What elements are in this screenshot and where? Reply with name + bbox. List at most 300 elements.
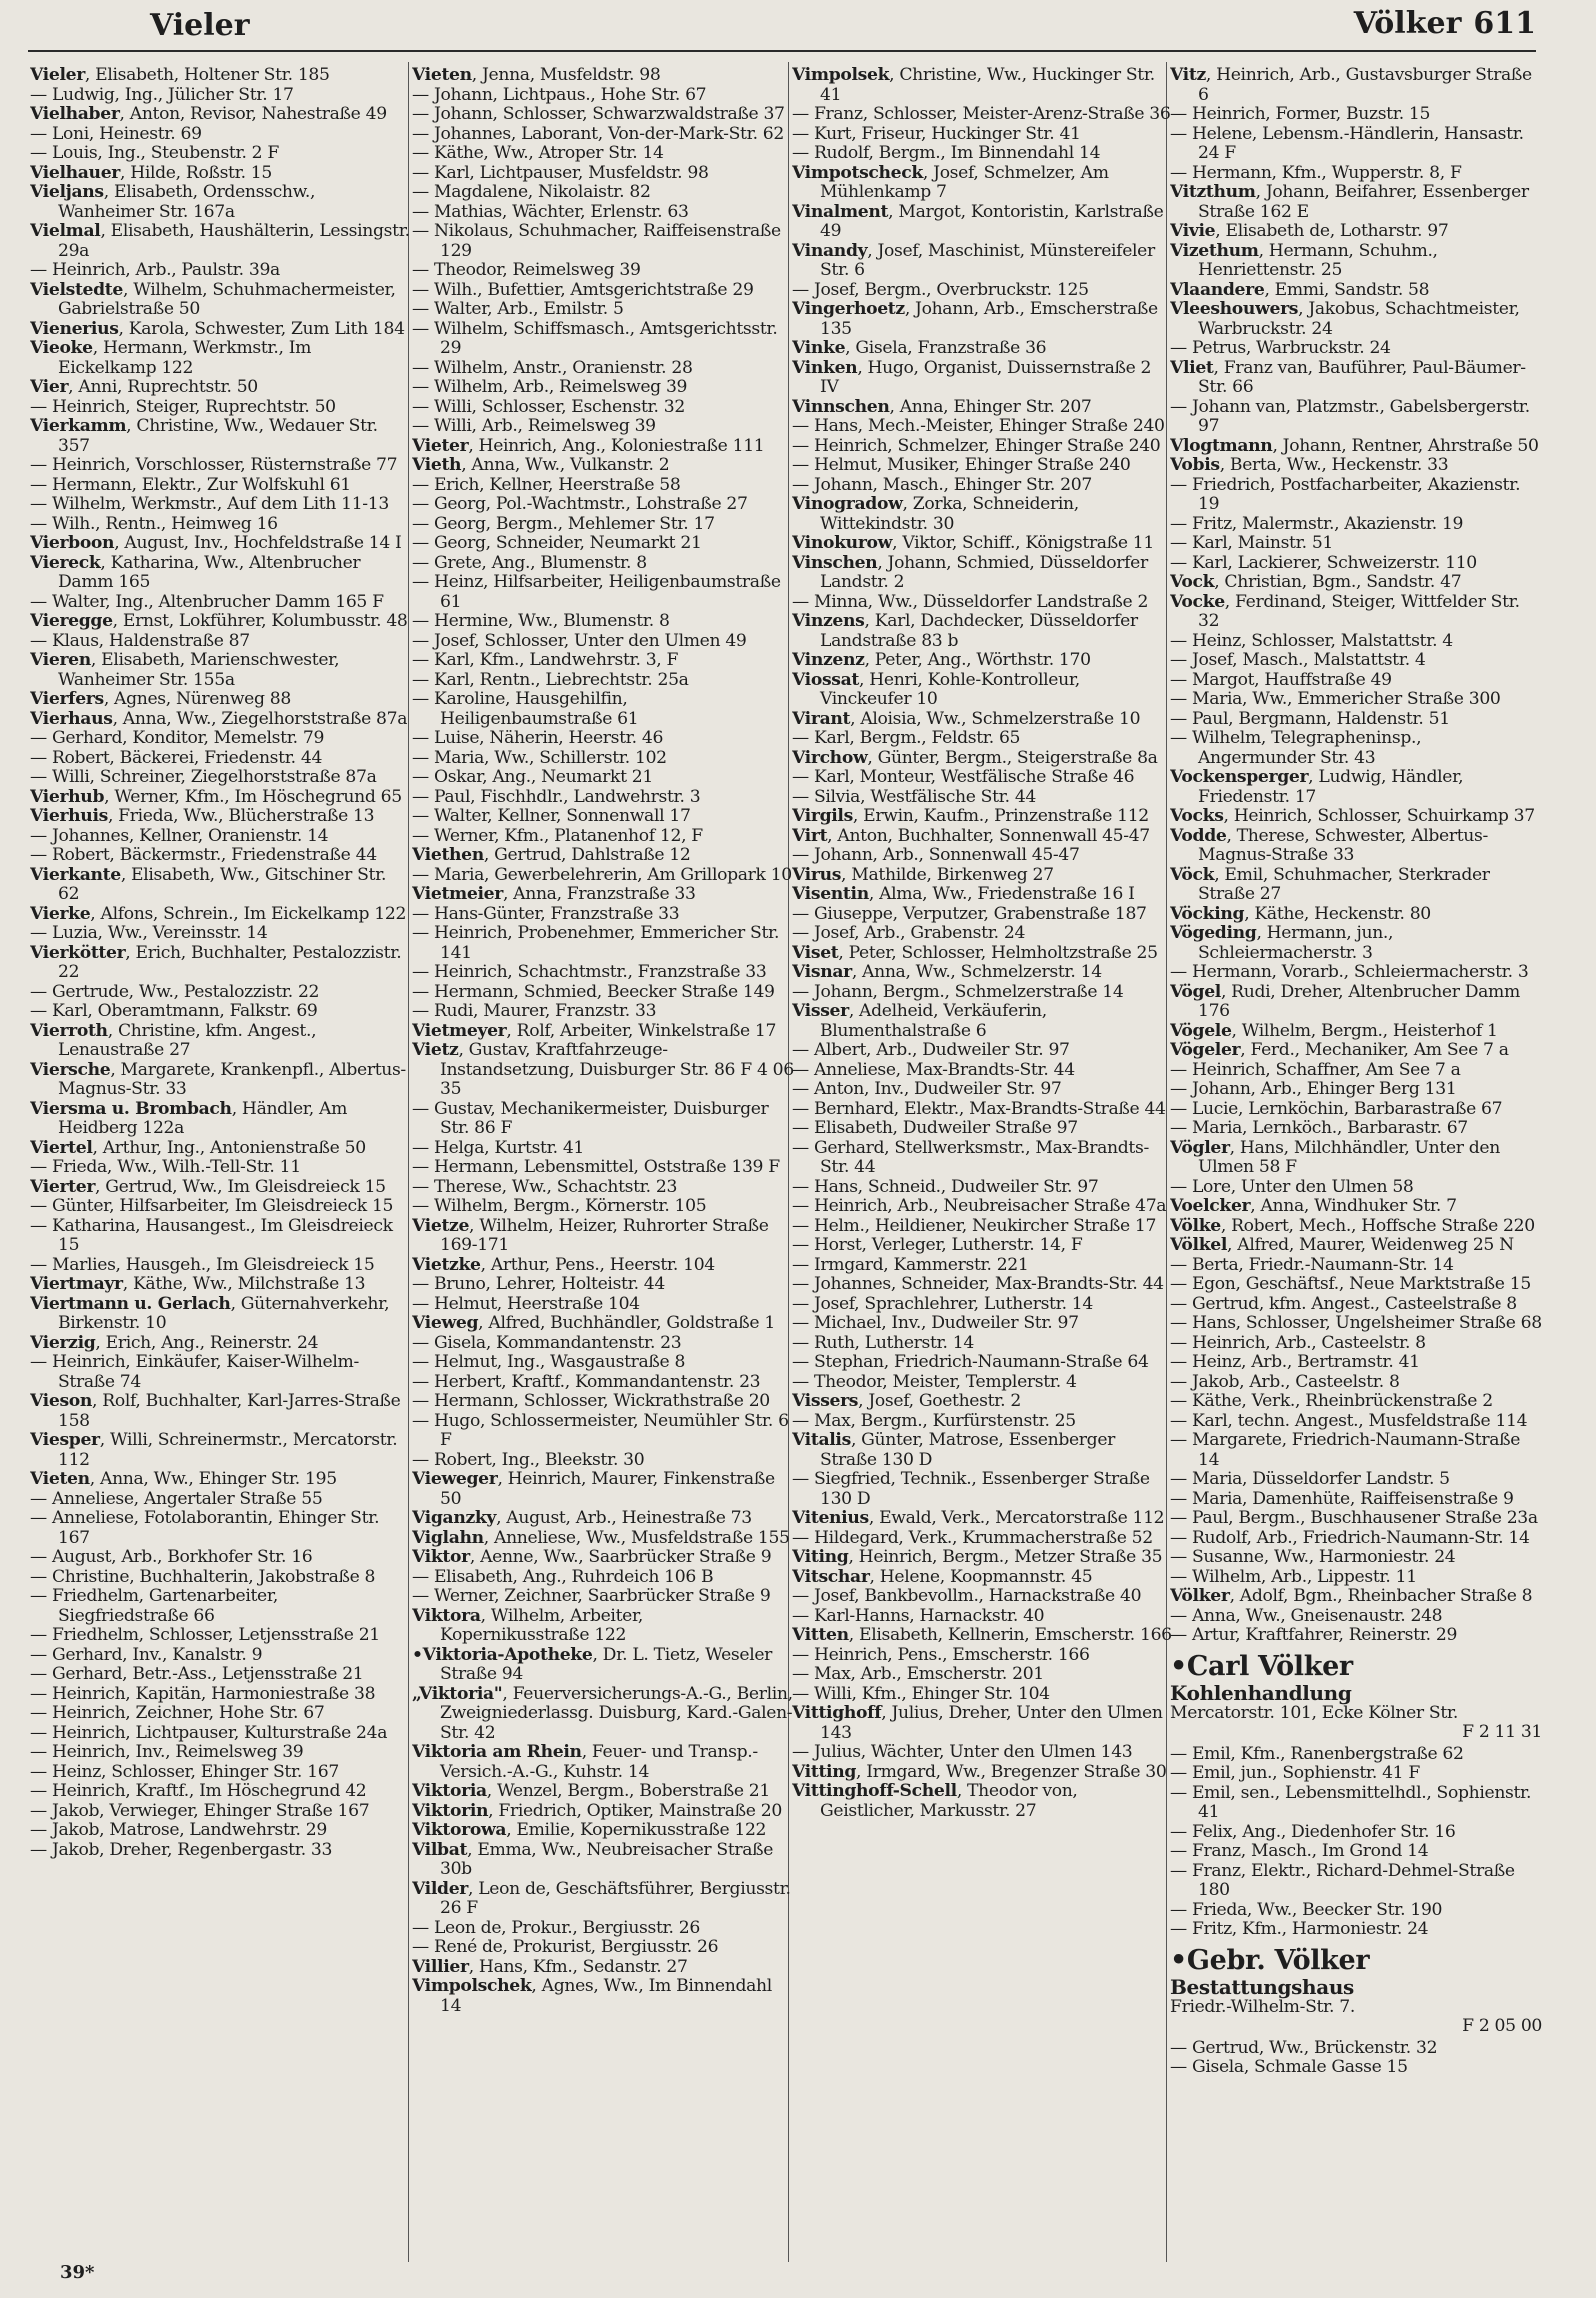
entry-surname: Vielmal: [30, 221, 101, 241]
directory-entry: — Willi, Kfm., Ehinger Str. 104: [792, 1683, 1050, 1704]
directory-entry: Viglahn, Anneliese, Ww., Musfeldstraße 155: [412, 1527, 790, 1548]
entry-surname: •Viktoria-Apotheke: [412, 1644, 593, 1665]
entry-surname: Vitten: [792, 1625, 849, 1645]
entry-surname: Vleeshouwers: [1170, 299, 1299, 319]
entry-surname: Viethen: [412, 845, 484, 865]
directory-entry: Viktoria, Wenzel, Bergm., Boberstraße 21: [412, 1781, 770, 1801]
directory-entry: — Emil, sen., Lebensmittelhdl., Sophienstr. 41: [1170, 1782, 1532, 1822]
entry-surname: Vinschen: [792, 552, 878, 573]
directory-entry: — Wilhelm, Werkmstr., Auf dem Lith 11-13: [30, 494, 389, 514]
directory-entry: — Hildegard, Verk., Krummacherstraße 52: [792, 1527, 1153, 1548]
directory-entry: — Heinrich, Schaffner, Am See 7 a: [1170, 1059, 1461, 1080]
entry-surname: Vittighoff: [792, 1703, 882, 1723]
entry-surname: Völke: [1170, 1215, 1221, 1236]
entry-surname: Viossat: [792, 669, 860, 690]
directory-entry: — Jakob, Arb., Casteelstr. 8: [1170, 1371, 1400, 1392]
directory-entry: Vierkante, Elisabeth, Ww., Gitschiner Str. 62: [30, 864, 387, 904]
directory-entry: Vlogtmann, Johann, Rentner, Ahrstraße 50: [1170, 435, 1539, 456]
directory-entry: — Gertrude, Ww., Pestalozzistr. 22: [30, 981, 320, 1002]
entry-surname: Vitenius: [792, 1508, 869, 1528]
directory-entry: — Georg, Bergm., Mehlemer Str. 17: [412, 513, 715, 534]
directory-entry: — Johann, Lichtpaus., Hohe Str. 67: [412, 84, 707, 105]
entry-surname: Vieweg: [412, 1313, 479, 1333]
directory-entry: — Oskar, Ang., Neumarkt 21: [412, 767, 653, 787]
directory-entry: Vock, Christian, Bgm., Sandstr. 47: [1170, 572, 1462, 592]
directory-entry: — Giuseppe, Verputzer, Grabenstraße 187: [792, 903, 1147, 924]
directory-entry: — Wilh., Bufettier, Amtsgerichtstraße 29: [412, 279, 754, 300]
directory-entry: Vierkamm, Christine, Ww., Wedauer Str. 357: [30, 416, 378, 456]
directory-entry: Vielstedte, Wilhelm, Schuhmachermeister, Gabrielstraße 50: [30, 279, 396, 319]
directory-entry: — Heinrich, Pens., Emscherstr. 166: [792, 1644, 1090, 1665]
directory-entry: Viertel, Arthur, Ing., Antonienstraße 50: [30, 1137, 366, 1158]
directory-entry: — Erich, Kellner, Heerstraße 58: [412, 474, 681, 495]
directory-entry: Vögele, Wilhelm, Bergm., Heisterhof 1: [1170, 1020, 1498, 1041]
entry-surname: Viktorin: [412, 1800, 489, 1821]
entry-surname: Vieregge: [30, 611, 113, 631]
entry-surname: Vieth: [412, 455, 462, 475]
directory-entry: Vimpolschek, Agnes, Ww., Im Binnendahl 14: [412, 1976, 772, 2016]
directory-entry: Virgils, Erwin, Kaufm., Prinzenstraße 112: [792, 806, 1149, 826]
entry-surname: Vliet: [1170, 357, 1214, 378]
directory-entry: — Minna, Ww., Düsseldorfer Landstraße 2: [792, 591, 1149, 612]
entry-surname: Vietmeyer: [412, 1020, 507, 1041]
entry-surname: Vierroth: [30, 1020, 108, 1041]
directory-entry: — Heinz, Arb., Bertramstr. 41: [1170, 1352, 1420, 1372]
entry-surname: Viereck: [30, 552, 101, 573]
entry-surname: Vieoke: [30, 338, 93, 358]
entry-surname: Vingerhoetz: [792, 299, 905, 319]
directory-entry: Vietze, Wilhelm, Heizer, Ruhrorter Straße 169-171: [412, 1215, 769, 1255]
directory-entry: — Emil, jun., Sophienstr. 41 F: [1170, 1763, 1420, 1783]
directory-entry: Vinzens, Karl, Dachdecker, Düsseldorfer Landstraße 83 b: [792, 611, 1138, 651]
directory-entry: Viertmann u. Gerlach, Güternahverkehr, Birkenstr. 10: [30, 1293, 390, 1333]
directory-entry: Vielhauer, Hilde, Roßstr. 15: [30, 162, 272, 183]
directory-entry: — Anneliese, Max-Brandts-Str. 44: [792, 1059, 1075, 1080]
directory-entry: — Frieda, Ww., Wilh.-Tell-Str. 11: [30, 1157, 301, 1177]
directory-entry: — Egon, Geschäftsf., Neue Marktstraße 15: [1170, 1274, 1531, 1294]
directory-entry: Vinken, Hugo, Organist, Duissernstraße 2 IV: [792, 357, 1152, 397]
entry-surname: Vilbat: [412, 1839, 468, 1860]
entries-column-3: [792, 66, 1174, 2261]
directory-entry: — Franz, Masch., Im Grond 14: [1170, 1841, 1429, 1861]
directory-entry: — Margot, Hauffstraße 49: [1170, 669, 1392, 690]
directory-entry: Viossat, Henri, Kohle-Kontrolleur, Vinckeufer 10: [792, 669, 1080, 709]
directory-entry: Vieoke, Hermann, Werkmstr., Im Eickelkamp 122: [30, 338, 312, 378]
directory-entry: Vleeshouwers, Jakobus, Schachtmeister, Warbruckstr. 24: [1170, 299, 1520, 339]
entry-surname: Villier: [412, 1956, 469, 1977]
directory-entry: — Heinrich, Zeichner, Hohe Str. 67: [30, 1703, 325, 1723]
advertiser-name: •Gebr. Völker: [1170, 1944, 1370, 1976]
directory-entry: — Robert, Bäckerei, Friedenstr. 44: [30, 747, 323, 768]
directory-entry: — Heinrich, Arb., Paulstr. 39a: [30, 260, 280, 280]
entry-surname: Vinzenz: [792, 650, 865, 670]
directory-entry: — Helm., Heildiener, Neukircher Straße 17: [792, 1215, 1157, 1236]
directory-entry: — August, Arb., Borkhofer Str. 16: [30, 1547, 313, 1567]
directory-entry: — Josef, Bergm., Overbruckstr. 125: [792, 279, 1089, 300]
entry-surname: Viertel: [30, 1137, 93, 1158]
entry-surname: Vierkamm: [30, 416, 127, 436]
directory-entry: — Franz, Elektr., Richard-Dehmel-Straße 180: [1170, 1860, 1515, 1900]
entry-surname: Vilder: [412, 1878, 468, 1899]
directory-entry: — Silvia, Westfälische Str. 44: [792, 786, 1037, 807]
advertiser-business: Kohlenhandlung: [1170, 1680, 1352, 1705]
directory-entry: Vöck, Emil, Schuhmacher, Sterkrader Straße 27: [1170, 864, 1490, 904]
entry-surname: Vieter: [412, 435, 469, 456]
directory-entry: — Johannes, Kellner, Oranienstr. 14: [30, 825, 329, 846]
directory-entry: Vietz, Gustav, Kraftfahrzeuge-Instandsetzung, Duisburger Str. 86 F 4 06 35: [412, 1040, 794, 1099]
directory-entry: — Theodor, Meister, Templerstr. 4: [792, 1371, 1077, 1392]
directory-entry: Viesper, Willi, Schreinermstr., Mercatorstr. 112: [30, 1430, 398, 1470]
entry-surname: Vietzke: [412, 1254, 481, 1275]
directory-entry: — Jakob, Dreher, Regenbergastr. 33: [30, 1839, 333, 1860]
directory-entry: — Felix, Ang., Diedenhofer Str. 16: [1170, 1821, 1456, 1842]
directory-entry: Viganzky, August, Arb., Heinestraße 73: [412, 1508, 752, 1528]
directory-entry: Vinzenz, Peter, Ang., Wörthstr. 170: [792, 650, 1091, 670]
directory-entry: — Stephan, Friedrich-Naumann-Straße 64: [792, 1352, 1149, 1372]
directory-entry: — Rudolf, Bergm., Im Binnendahl 14: [792, 143, 1101, 163]
directory-entry: Vieljans, Elisabeth, Ordensschw., Wanheimer Str. 167a: [30, 182, 316, 222]
directory-entry: — Anneliese, Fotolaborantin, Ehinger Str. 167: [30, 1508, 380, 1548]
directory-entry: — Karl, Kfm., Landwehrstr. 3, F: [412, 650, 679, 670]
entry-surname: Vierboon: [30, 533, 115, 553]
directory-entry: Vodde, Therese, Schwester, Albertus-Magnus-Straße 33: [1170, 825, 1488, 865]
entry-surname: Viktorowa: [412, 1820, 507, 1840]
entry-surname: Völkel: [1170, 1235, 1228, 1255]
directory-entry: Völkel, Alfred, Maurer, Weidenweg 25 N: [1170, 1235, 1514, 1255]
directory-entry: Vivie, Elisabeth de, Lotharstr. 97: [1170, 221, 1449, 241]
directory-entry: — Luzia, Ww., Vereinsstr. 14: [30, 923, 268, 943]
directory-entry: — Klaus, Haldenstraße 87: [30, 630, 250, 651]
advertisement-block: [1170, 1652, 1542, 1743]
entry-surname: Vinzens: [792, 611, 865, 631]
directory-entry: — Anna, Ww., Gneisenaustr. 248: [1170, 1605, 1443, 1626]
entry-surname: Vocks: [1170, 806, 1224, 826]
directory-entry: — Georg, Pol.-Wachtmstr., Lohstraße 27: [412, 494, 748, 514]
directory-entry: — Gerhard, Stellwerksmstr., Max-Brandts-Str. 44: [792, 1137, 1149, 1177]
entry-surname: Viktoria: [412, 1781, 487, 1801]
directory-entry: — Käthe, Ww., Atroper Str. 14: [412, 143, 664, 163]
directory-entry: — Karl, Oberamtmann, Falkstr. 69: [30, 1001, 318, 1021]
directory-entry: Vögeding, Hermann, jun., Schleiermacherstr. 3: [1170, 923, 1394, 963]
entry-surname: Vierter: [30, 1176, 96, 1197]
directory-entry: — Karoline, Hausgehilfin, Heiligenbaumstraße 61: [412, 689, 639, 729]
directory-entry: — Julius, Wächter, Unter den Ulmen 143: [792, 1742, 1133, 1762]
entry-surname: Vinken: [792, 357, 858, 378]
directory-entry: Vittighoff, Julius, Dreher, Unter den Ulmen 143: [792, 1703, 1163, 1743]
directory-entry: — Maria, Düsseldorfer Landstr. 5: [1170, 1469, 1450, 1489]
entry-surname: Vieten: [30, 1469, 90, 1489]
directory-entry: — Horst, Verleger, Lutherstr. 14, F: [792, 1235, 1083, 1255]
directory-entry: — Michael, Inv., Dudweiler Str. 97: [792, 1313, 1079, 1333]
directory-entry: — Hermann, Elektr., Zur Wolfskuhl 61: [30, 474, 351, 495]
directory-entry: Villier, Hans, Kfm., Sedanstr. 27: [412, 1956, 688, 1977]
directory-entry: Vimpotscheck, Josef, Schmelzer, Am Mühlenkamp 7: [792, 162, 1109, 202]
directory-entry: Viersche, Margarete, Krankenpfl., Albertus-Magnus-Str. 33: [30, 1059, 406, 1099]
directory-entry: — Hans, Mech.-Meister, Ehinger Straße 240: [792, 416, 1165, 436]
directory-entry: — Heinrich, Kapitän, Harmoniestraße 38: [30, 1683, 376, 1704]
directory-entry: — Johannes, Schneider, Max-Brandts-Str. 44: [792, 1274, 1164, 1294]
directory-entry: — Werner, Kfm., Platanenhof 12, F: [412, 825, 703, 846]
directory-entry: — Karl, techn. Angest., Musfeldstraße 114: [1170, 1410, 1528, 1431]
entry-surname: Vielhauer: [30, 162, 120, 183]
entry-surname: Vodde: [1170, 825, 1227, 846]
directory-entry: — Wilhelm, Arb., Lippestr. 11: [1170, 1566, 1417, 1587]
directory-entry: — Heinrich, Inv., Reimelsweg 39: [30, 1742, 304, 1762]
directory-entry: Vieregge, Ernst, Lokführer, Kolumbusstr. 48: [30, 611, 408, 631]
directory-entry: Vieson, Rolf, Buchhalter, Karl-Jarres-Straße 158: [30, 1391, 401, 1431]
directory-entry: — Maria, Ww., Emmericher Straße 300: [1170, 689, 1501, 709]
directory-entry: — Hans-Günter, Franzstraße 33: [412, 903, 680, 924]
directory-entry: — Willi, Schlosser, Eschenstr. 32: [412, 396, 685, 417]
directory-entry: Vierzig, Erich, Ang., Reinerstr. 24: [30, 1332, 319, 1353]
directory-entry: Viereck, Katharina, Ww., Altenbrucher Damm 165: [30, 552, 361, 592]
entry-surname: Vizethum: [1170, 240, 1259, 261]
directory-entry: Vinalment, Margot, Kontoristin, Karlstraße 49: [792, 201, 1164, 241]
directory-entry: Visentin, Alma, Ww., Friedenstraße 16 I: [792, 884, 1135, 904]
directory-entry: — Christine, Buchhalterin, Jakobstraße 8: [30, 1566, 376, 1587]
directory-entry: — Werner, Zeichner, Saarbrücker Straße 9: [412, 1586, 771, 1606]
directory-entry: — Gerhard, Inv., Kanalstr. 9: [30, 1644, 263, 1665]
signature-mark: 39*: [60, 2262, 95, 2283]
directory-entry: — Heinrich, Probenehmer, Emmericher Str. 141: [412, 923, 780, 963]
directory-entry: — Robert, Ing., Bleekstr. 30: [412, 1449, 645, 1470]
entry-surname: Visser: [792, 1001, 849, 1021]
entry-surname: Vieson: [30, 1391, 93, 1411]
directory-entry: Vier, Anni, Ruprechtstr. 50: [30, 377, 258, 397]
directory-entry: Viktoria am Rhein, Feuer- und Transp.-Versich.-A.-G., Kuhstr. 14: [412, 1742, 758, 1782]
directory-entry: — Hermann, Vorarb., Schleiermacherstr. 3: [1170, 962, 1529, 982]
directory-entry: Vobis, Berta, Ww., Heckenstr. 33: [1170, 455, 1449, 475]
directory-entry: Vilbat, Emma, Ww., Neubreisacher Straße 30b: [412, 1839, 774, 1879]
directory-entry: — Berta, Friedr.-Naumann-Str. 14: [1170, 1254, 1454, 1275]
directory-entry: — Elisabeth, Ang., Ruhrdeich 106 B: [412, 1566, 714, 1587]
entry-surname: Vock: [1170, 572, 1215, 592]
entry-surname: Viset: [792, 942, 839, 963]
directory-entry: — Margarete, Friedrich-Naumann-Straße 14: [1170, 1430, 1521, 1470]
directory-entry: — Georg, Schneider, Neumarkt 21: [412, 533, 702, 553]
advertiser-address: Mercatorstr. 101, Ecke Kölner Str.: [1170, 1702, 1458, 1723]
directory-entry: — Siegfried, Technik., Essenberger Straße 130 D: [792, 1469, 1150, 1509]
directory-entry: — Karl, Monteur, Westfälische Straße 46: [792, 767, 1135, 787]
directory-entry: — Helmut, Musiker, Ehinger Straße 240: [792, 455, 1131, 475]
directory-entry: Vinokurow, Viktor, Schiff., Königstraße 11: [792, 533, 1154, 553]
directory-entry: — Hermann, Kfm., Wupperstr. 8, F: [1170, 162, 1462, 183]
directory-entry: — Heinrich, Lichtpauser, Kulturstraße 24a: [30, 1722, 388, 1743]
directory-entry: Viethen, Gertrud, Dahlstraße 12: [412, 845, 691, 865]
entry-surname: Vierkötter: [30, 942, 126, 963]
directory-entry: — Maria, Damenhüte, Raiffeisenstraße 9: [1170, 1488, 1514, 1509]
directory-entry: — Louis, Ing., Steubenstr. 2 F: [30, 143, 279, 163]
directory-entry: Vielmal, Elisabeth, Haushälterin, Lessingstr. 29a: [30, 221, 410, 261]
directory-entry: — Karl, Mainstr. 51: [1170, 533, 1333, 553]
directory-entry: Völke, Robert, Mech., Hoffsche Straße 220: [1170, 1215, 1535, 1236]
directory-entry: Vitschar, Helene, Koopmannstr. 45: [792, 1566, 1093, 1587]
directory-entry: — Friedrich, Postfacharbeiter, Akazienstr. 19: [1170, 474, 1521, 514]
directory-entry: — Wilhelm, Schiffsmasch., Amtsgerichtsstr. 29: [412, 318, 778, 358]
directory-entry: Vieweg, Alfred, Buchhändler, Goldstraße 1: [412, 1313, 775, 1333]
directory-entry: — Emil, Kfm., Ranenbergstraße 62: [1170, 1743, 1464, 1764]
entry-surname: Vietmeier: [412, 884, 503, 904]
directory-entry: — Heinrich, Kraftf., Im Höschegrund 42: [30, 1781, 367, 1801]
advertiser-name: •Carl Völker: [1170, 1650, 1353, 1682]
entry-surname: Vögeding: [1170, 923, 1257, 943]
directory-entry: — Grete, Ang., Blumenstr. 8: [412, 552, 647, 573]
directory-entry: Vinke, Gisela, Franzstraße 36: [792, 338, 1047, 358]
entry-surname: Vögel: [1170, 981, 1221, 1002]
directory-entry: — Gisela, Schmale Gasse 15: [1170, 2057, 1408, 2077]
directory-entry: Vingerhoetz, Johann, Arb., Emscherstraße 135: [792, 299, 1158, 339]
entry-surname: Vlogtmann: [1170, 435, 1273, 456]
directory-entry: Virant, Aloisia, Ww., Schmelzerstraße 10: [792, 708, 1141, 729]
directory-entry: — Petrus, Warbruckstr. 24: [1170, 338, 1391, 358]
directory-entry: — Rudi, Maurer, Franzstr. 33: [412, 1001, 657, 1021]
directory-entry: — Kurt, Friseur, Huckinger Str. 41: [792, 123, 1081, 144]
directory-entry: — Herbert, Kraftf., Kommandantenstr. 23: [412, 1371, 761, 1392]
directory-entry: Vögler, Hans, Milchhändler, Unter den Ulmen 58 F: [1170, 1137, 1500, 1177]
directory-entry: — Rudolf, Arb., Friedrich-Naumann-Str. 14: [1170, 1527, 1530, 1548]
directory-entry: — Helga, Kurtstr. 41: [412, 1137, 584, 1158]
directory-entry: — Susanne, Ww., Harmoniestr. 24: [1170, 1547, 1456, 1567]
directory-entry: — Josef, Sprachlehrer, Lutherstr. 14: [792, 1293, 1093, 1314]
directory-entry: Viersma u. Brombach, Händler, Am Heidberg 122a: [30, 1098, 348, 1138]
entry-surname: Virgils: [792, 806, 853, 826]
directory-entry: — Lucie, Lernköchin, Barbarastraße 67: [1170, 1098, 1503, 1119]
entry-surname: Vierzig: [30, 1332, 96, 1353]
directory-entry: Viset, Peter, Schlosser, Helmholtzstraße 25: [792, 942, 1158, 963]
entry-surname: Vietze: [412, 1215, 470, 1236]
directory-entry: — Gerhard, Konditor, Memelstr. 79: [30, 728, 325, 748]
entry-surname: Vierhuis: [30, 806, 108, 826]
entry-surname: Vöck: [1170, 864, 1215, 885]
directory-entry: — Bruno, Lehrer, Holteistr. 44: [412, 1274, 665, 1294]
directory-entry: Vilder, Leon de, Geschäftsführer, Bergiusstr. 26 F: [412, 1878, 791, 1918]
directory-entry: Vizethum, Hermann, Schuhm., Henriettenstr. 25: [1170, 240, 1438, 280]
directory-entry: — Helmut, Ing., Wasgaustraße 8: [412, 1352, 686, 1372]
entry-surname: Voelcker: [1170, 1196, 1251, 1216]
directory-entry: — Maria, Gewerbelehrerin, Am Grillopark 10: [412, 864, 792, 885]
directory-entry: Virt, Anton, Buchhalter, Sonnenwall 45-47: [792, 825, 1150, 846]
entry-surname: Viesper: [30, 1430, 100, 1450]
directory-entry: Vietmeier, Anna, Franzstraße 33: [412, 884, 696, 904]
directory-entry: — Heinrich, Arb., Neubreisacher Straße 47a: [792, 1196, 1167, 1216]
directory-entry: — Johann, Masch., Ehinger Str. 207: [792, 474, 1092, 495]
directory-entry: — Elisabeth, Dudweiler Straße 97: [792, 1118, 1078, 1138]
directory-entry: — Käthe, Verk., Rheinbrückenstraße 2: [1170, 1391, 1493, 1411]
entry-surname: Vobis: [1170, 455, 1220, 475]
entry-surname: Vieljans: [30, 182, 104, 202]
directory-entry: — Josef, Bankbevollm., Harnackstraße 40: [792, 1586, 1142, 1606]
advertiser-phone: F 2 11 31: [1462, 1722, 1542, 1742]
entry-surname: Vinalment: [792, 201, 889, 222]
directory-entry: — Ludwig, Ing., Jülicher Str. 17: [30, 84, 294, 105]
directory-entry: — Paul, Fischhdlr., Landwehrstr. 3: [412, 786, 701, 807]
directory-entry: — Willi, Schreiner, Ziegelhorststraße 87a: [30, 767, 377, 787]
directory-entry: Vlaandere, Emmi, Sandstr. 58: [1170, 279, 1430, 300]
directory-entry: — Heinrich, Former, Buzstr. 15: [1170, 104, 1431, 124]
directory-entry: — Wilh., Rentn., Heimweg 16: [30, 513, 278, 534]
directory-entry: Vliet, Franz van, Bauführer, Paul-Bäumer-Str. 66: [1170, 357, 1526, 397]
directory-entry: Vierkötter, Erich, Buchhalter, Pestalozzistr. 22: [30, 942, 402, 982]
directory-entry: Vierke, Alfons, Schrein., Im Eickelkamp 122: [30, 903, 407, 924]
directory-entry: — Josef, Arb., Grabenstr. 24: [792, 923, 1026, 943]
directory-entry: — Gerhard, Betr.-Ass., Letjensstraße 21: [30, 1664, 364, 1684]
directory-entry: — Johann, Arb., Sonnenwall 45-47: [792, 845, 1080, 865]
directory-entry: — Leon de, Prokur., Bergiusstr. 26: [412, 1917, 700, 1938]
directory-entry: Vieten, Jenna, Musfeldstr. 98: [412, 66, 661, 85]
directory-entry: Vitz, Heinrich, Arb., Gustavsburger Straße 6: [1170, 66, 1532, 105]
directory-entry: — Heinrich, Vorschlosser, Rüsternstraße 77: [30, 455, 398, 475]
directory-entry: Vitenius, Ewald, Verk., Mercatorstraße 112: [792, 1508, 1165, 1528]
entry-surname: Vieler: [30, 66, 85, 85]
entry-surname: Vitting: [792, 1761, 857, 1782]
directory-entry: — Bernhard, Elektr., Max-Brandts-Straße 44: [792, 1098, 1166, 1119]
entry-surname: Vielhaber: [30, 104, 120, 124]
directory-entry: — Jakob, Verwieger, Ehinger Straße 167: [30, 1800, 370, 1821]
directory-entry: — Fritz, Kfm., Harmoniestr. 24: [1170, 1919, 1429, 1939]
directory-entry: — Hermann, Schlosser, Wickrathstraße 20: [412, 1391, 770, 1411]
entry-surname: Vitschar: [792, 1566, 870, 1587]
directory-entry: — Loni, Heinestr. 69: [30, 123, 202, 144]
directory-entry: Vinandy, Josef, Maschinist, Münstereifeler Str. 6: [792, 240, 1155, 280]
directory-entry: Visnar, Anna, Ww., Schmelzerstr. 14: [792, 962, 1102, 982]
directory-entry: Vierhuis, Frieda, Ww., Blücherstraße 13: [30, 806, 375, 826]
directory-entry: Vinogradow, Zorka, Schneiderin, Wittekindstr. 30: [792, 494, 1079, 534]
directory-entry: — Friedhelm, Gartenarbeiter, Siegfriedstraße 66: [30, 1586, 278, 1626]
directory-entry: — Fritz, Malermstr., Akazienstr. 19: [1170, 513, 1464, 534]
directory-entry: — Magdalene, Nikolaistr. 82: [412, 182, 651, 202]
entry-surname: Vieren: [30, 650, 91, 670]
entries-column-1: [30, 66, 412, 2261]
entry-surname: Virt: [792, 825, 828, 846]
directory-entry: Vieter, Heinrich, Ang., Koloniestraße 111: [412, 435, 765, 456]
entry-surname: Vögler: [1170, 1137, 1230, 1158]
directory-entry: — Maria, Ww., Schillerstr. 102: [412, 747, 667, 768]
directory-entry: — Max, Arb., Emscherstr. 201: [792, 1664, 1044, 1684]
directory-entry: — Marlies, Hausgeh., Im Gleisdreieck 15: [30, 1254, 375, 1275]
directory-entry: — Wilhelm, Bergm., Körnerstr. 105: [412, 1196, 707, 1216]
entry-surname: Vietz: [412, 1040, 459, 1060]
directory-entry: — Gustav, Mechanikermeister, Duisburger Str. 86 F: [412, 1098, 769, 1138]
entry-surname: Viertmann u. Gerlach: [30, 1293, 231, 1314]
entry-surname: Vinandy: [792, 240, 868, 261]
directory-entry: — Heinrich, Schmelzer, Ehinger Straße 240: [792, 435, 1161, 456]
entry-surname: Vögele: [1170, 1020, 1232, 1041]
directory-entry: — Maria, Lernköch., Barbarastr. 67: [1170, 1118, 1468, 1138]
entry-surname: Viertmayr: [30, 1274, 123, 1294]
directory-entry: — Wilhelm, Arb., Reimelsweg 39: [412, 377, 688, 397]
entry-surname: Vimpolsek: [792, 66, 890, 85]
directory-entry: — Hermann, Lebensmittel, Oststraße 139 F: [412, 1157, 780, 1177]
directory-entry: — Frieda, Ww., Beecker Str. 190: [1170, 1899, 1443, 1920]
entry-surname: Vinke: [792, 338, 846, 358]
directory-entry: Vienerius, Karola, Schwester, Zum Lith 184: [30, 318, 405, 339]
entry-surname: Viganzky: [412, 1508, 497, 1528]
directory-entry: — Max, Bergm., Kurfürstenstr. 25: [792, 1410, 1076, 1431]
entry-surname: Vieweger: [412, 1469, 498, 1489]
entry-surname: Vielstedte: [30, 279, 123, 300]
directory-entry: Vögel, Rudi, Dreher, Altenbrucher Damm 176: [1170, 981, 1520, 1021]
directory-entry: Vitten, Elisabeth, Kellnerin, Emscherstr. 166: [792, 1625, 1172, 1645]
directory-entry: — Luise, Näherin, Heerstr. 46: [412, 728, 664, 748]
entry-surname: Vitalis: [792, 1430, 851, 1450]
directory-entry: — Lore, Unter den Ulmen 58: [1170, 1176, 1414, 1197]
directory-entry: Vinschen, Johann, Schmied, Düsseldorfer Landstr. 2: [792, 552, 1148, 592]
entry-surname: Visnar: [792, 962, 852, 982]
entry-surname: Vinokurow: [792, 533, 893, 553]
entry-surname: Vitzthum: [1170, 182, 1256, 202]
directory-entry: Voelcker, Anna, Windhuker Str. 7: [1170, 1196, 1457, 1216]
directory-entry: — Franz, Schlosser, Meister-Arenz-Straße 36: [792, 104, 1171, 124]
